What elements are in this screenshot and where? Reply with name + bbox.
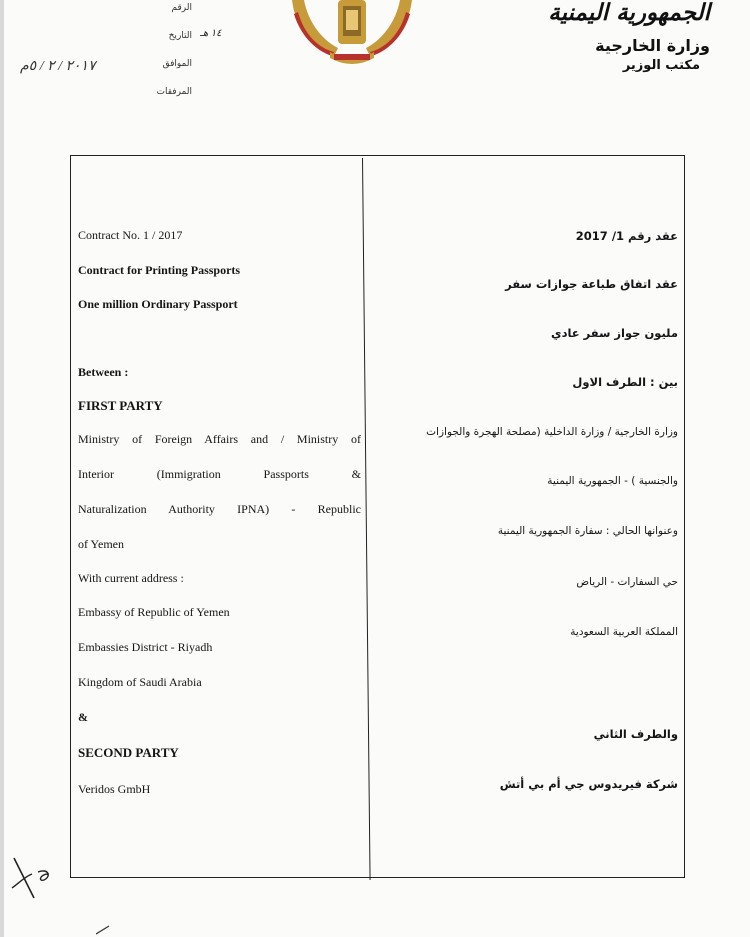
republic-name: الجمهورية اليمنية	[548, 0, 710, 26]
kingdom-ar: المملكة العربية السعودية	[570, 626, 678, 638]
handwritten-date: ٢٠١٧ / ٢ / ٥م	[20, 59, 96, 74]
district-ar: حي السفارات - الرياض	[576, 576, 678, 588]
between-label-ar: بين : الطرف الاول	[572, 375, 678, 389]
handwritten-initials-signature	[8, 852, 58, 902]
first-party-line-2-ar: والجنسية ) - الجمهورية اليمنية	[547, 475, 678, 487]
second-party-name-ar: شركة فيريدوس جي أم بي أتش	[499, 777, 678, 791]
contract-title-ar: عقد اتفاق طباعة جوازات سفر	[505, 277, 678, 291]
address-line-2-en: Embassies District - Riyadh	[78, 640, 213, 654]
handwritten-hijri-date: ١٤ هـ	[200, 28, 222, 39]
contract-subtitle-ar: مليون جواز سفر عادي	[551, 326, 678, 340]
first-party-heading-en: FIRST PARTY	[78, 398, 163, 413]
yemen-emblem-icon	[282, 0, 422, 70]
contract-number-ar: عقد رقم 1/ 2017	[575, 229, 678, 243]
address-label-en: With current address :	[78, 571, 184, 585]
contract-number-en: Contract No. 1 / 2017	[78, 228, 183, 242]
first-party-line-3: Naturalization Authority IPNA) - Republic	[78, 502, 361, 516]
first-party-line-4: of Yemen	[78, 537, 125, 551]
address-line-1-en: Embassy of Republic of Yemen	[78, 605, 230, 619]
ref-corresponding-label: الموافق	[162, 59, 192, 69]
contract-title-en: Contract for Printing Passports	[78, 263, 241, 277]
contract-subtitle-en: One million Ordinary Passport	[78, 297, 238, 311]
second-party-heading-ar: والطرف الثاني	[593, 727, 678, 741]
corner-mark	[96, 925, 110, 935]
ministry-name: وزارة الخارجية	[595, 36, 710, 55]
ampersand: &	[78, 710, 88, 724]
address-line-3-en: Kingdom of Saudi Arabia	[78, 675, 202, 689]
second-party-heading-en: SECOND PARTY	[78, 745, 179, 760]
first-party-line-1: Ministry of Foreign Affairs and / Ministry of	[78, 432, 361, 446]
minister-office: مكتب الوزير	[622, 58, 700, 73]
first-party-line-2: Interior (Immigration Passports &	[78, 467, 361, 481]
ref-attachments-label: المرفقات	[156, 87, 192, 97]
ref-date-label: التاريخ	[168, 31, 192, 41]
scan-edge	[0, 0, 4, 937]
ref-number-label: الرقم	[171, 3, 192, 13]
first-party-line-1-ar: وزارة الخارجية / وزارة الداخلية (مصلحة الهجرة والجوازات	[426, 426, 678, 438]
second-party-name-en: Veridos GmbH	[78, 782, 151, 796]
address-ar: وعنوانها الحالي : سفارة الجمهورية اليمنية	[497, 525, 678, 537]
between-label-en: Between :	[78, 365, 129, 379]
